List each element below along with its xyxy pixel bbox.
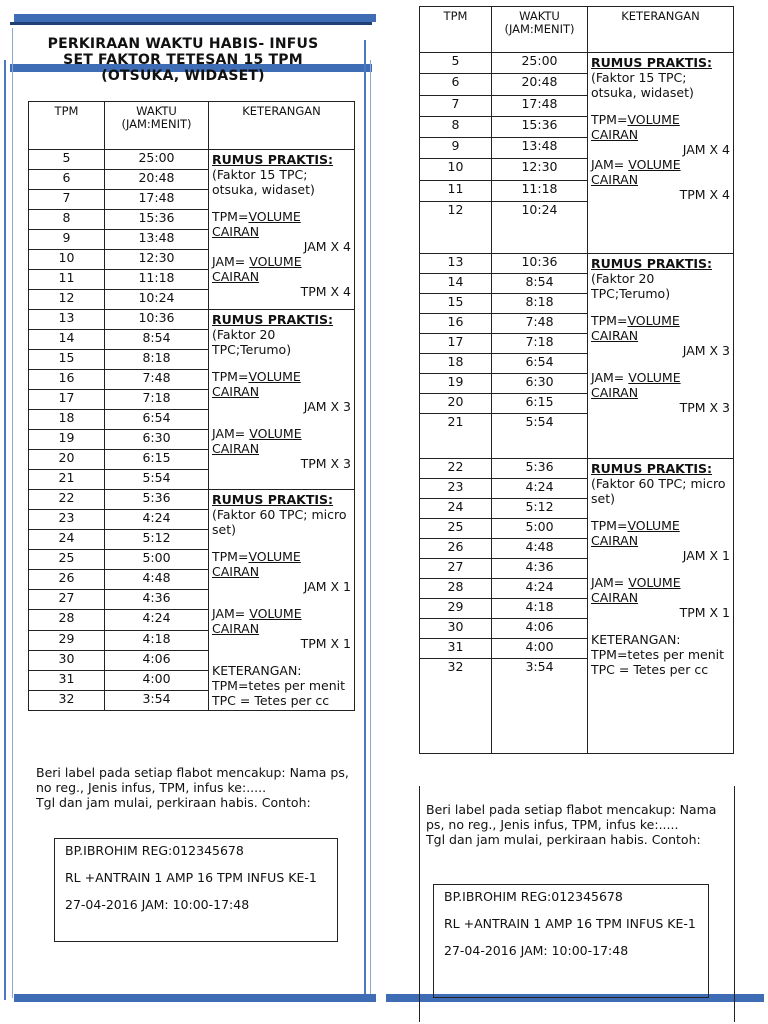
right-time: 8:54 xyxy=(492,274,588,294)
right-tpm: 5 xyxy=(420,53,492,74)
right-header-waktu: WAKTU (JAM:MENIT) xyxy=(492,7,588,53)
right-group-2 xyxy=(420,254,734,459)
left-tpm: 16 xyxy=(29,370,105,390)
left-tpm: 31 xyxy=(29,670,105,690)
frame-vline-left-outer xyxy=(4,60,6,1000)
right-tpm: 22 xyxy=(420,459,492,479)
left-example-label-box xyxy=(54,838,338,942)
note-factor: (Faktor 60 TPC; micro set) xyxy=(212,507,347,537)
footer-example-intro: Tgl dan jam mulai, perkiraan habis. Contoh: xyxy=(426,832,701,847)
right-tpm: 11 xyxy=(420,180,492,201)
left-time: 7:18 xyxy=(105,390,209,410)
left-note-group1 xyxy=(209,150,355,310)
right-tpm: 20 xyxy=(420,394,492,414)
right-time: 8:18 xyxy=(492,294,588,314)
left-time: 5:54 xyxy=(105,470,209,490)
note-jam-label: JAM= xyxy=(212,606,250,621)
right-time: 10:24 xyxy=(492,201,588,253)
right-time: 6:54 xyxy=(492,354,588,374)
left-tpm: 29 xyxy=(29,630,105,650)
note-volume: VOLUME CAIRAN xyxy=(212,254,302,284)
note-jam-mult: TPM X 1 xyxy=(679,605,730,620)
right-time: 6:15 xyxy=(492,394,588,414)
right-tpm: 15 xyxy=(420,294,492,314)
right-time: 25:00 xyxy=(492,53,588,74)
example-line1: BP.IBROHIM REG:012345678 xyxy=(444,889,623,904)
right-table xyxy=(419,6,734,754)
right-time: 3:54 xyxy=(492,659,588,754)
right-tpm: 27 xyxy=(420,559,492,579)
note-heading: RUMUS PRAKTIS: xyxy=(212,492,334,507)
note-tpm-label: TPM= xyxy=(591,518,628,533)
right-tpm: 24 xyxy=(420,499,492,519)
left-time: 8:18 xyxy=(105,350,209,370)
right-time: 4:18 xyxy=(492,599,588,619)
footer-label-instruction: Beri label pada setiap flabot mencakup: Nama ps, no reg., Jenis infus, TPM, infus ke:..... xyxy=(36,765,349,795)
left-tpm: 20 xyxy=(29,450,105,470)
left-time: 11:18 xyxy=(105,270,209,290)
left-time: 10:24 xyxy=(105,290,209,310)
left-group-3 xyxy=(29,490,355,711)
left-time: 8:54 xyxy=(105,330,209,350)
left-time: 25:00 xyxy=(105,150,209,170)
right-tpm: 9 xyxy=(420,138,492,159)
note-heading: RUMUS PRAKTIS: xyxy=(591,256,713,271)
right-tpm: 31 xyxy=(420,639,492,659)
left-tpm: 23 xyxy=(29,510,105,530)
note-volume: VOLUME CAIRAN xyxy=(591,112,680,142)
right-time: 20:48 xyxy=(492,74,588,95)
note-factor: (Faktor 60 TPC; micro set) xyxy=(591,476,726,506)
right-tpm: 25 xyxy=(420,519,492,539)
left-title-line2: SET FAKTOR TETESAN 15 TPM xyxy=(63,52,303,68)
right-tpm: 7 xyxy=(420,95,492,116)
note-factor: (Faktor 15 TPC; otsuka, widaset) xyxy=(212,167,315,197)
note-tpm-mult: JAM X 4 xyxy=(682,142,730,157)
right-time: 12:30 xyxy=(492,159,588,180)
note-tpm-mult: JAM X 3 xyxy=(682,343,730,358)
left-time: 5:36 xyxy=(105,490,209,510)
right-note-group2 xyxy=(588,254,734,459)
left-title-line3: (OTSUKA, WIDASET) xyxy=(101,68,265,84)
note-factor: (Faktor 20 TPC;Terumo) xyxy=(212,327,292,357)
footer-example-intro: Tgl dan jam mulai, perkiraan habis. Contoh: xyxy=(36,795,311,810)
left-tpm: 24 xyxy=(29,530,105,550)
left-group-2 xyxy=(29,310,355,490)
example-line2: RL +ANTRAIN 1 AMP 16 TPM INFUS KE-1 xyxy=(444,916,696,931)
right-time: 7:18 xyxy=(492,334,588,354)
right-tpm: 21 xyxy=(420,414,492,459)
right-footer xyxy=(426,802,726,847)
right-tpm: 16 xyxy=(420,314,492,334)
left-time: 4:48 xyxy=(105,570,209,590)
left-time: 6:30 xyxy=(105,430,209,450)
frame-vline-mid-b xyxy=(370,60,371,1000)
left-tpm: 19 xyxy=(29,430,105,450)
ket-heading: KETERANGAN: xyxy=(212,663,302,678)
note-jam-mult: TPM X 3 xyxy=(679,400,730,415)
note-volume: VOLUME CAIRAN xyxy=(591,575,681,605)
note-volume: VOLUME CAIRAN xyxy=(212,549,301,579)
right-header-tpm: TPM xyxy=(420,7,492,53)
note-volume: VOLUME CAIRAN xyxy=(212,426,302,456)
right-tpm: 10 xyxy=(420,159,492,180)
ket-tpm: TPM=tetes per menit xyxy=(212,678,346,693)
left-time: 4:24 xyxy=(105,610,209,630)
right-tpm: 32 xyxy=(420,659,492,754)
left-time: 17:48 xyxy=(105,190,209,210)
right-tpm: 28 xyxy=(420,579,492,599)
left-time: 4:24 xyxy=(105,510,209,530)
right-time: 4:48 xyxy=(492,539,588,559)
right-tpm: 29 xyxy=(420,599,492,619)
note-jam-label: JAM= xyxy=(212,254,250,269)
left-tpm: 8 xyxy=(29,210,105,230)
note-jam-mult: TPM X 4 xyxy=(679,187,730,202)
right-tpm: 17 xyxy=(420,334,492,354)
note-volume: VOLUME CAIRAN xyxy=(591,370,681,400)
note-tpm-label: TPM= xyxy=(212,369,249,384)
left-time: 15:36 xyxy=(105,210,209,230)
right-tpm: 26 xyxy=(420,539,492,559)
note-volume: VOLUME CAIRAN xyxy=(212,369,301,399)
note-tpm-mult: JAM X 1 xyxy=(682,548,730,563)
left-tpm: 13 xyxy=(29,310,105,330)
note-volume: VOLUME CAIRAN xyxy=(591,518,680,548)
note-tpm-label: TPM= xyxy=(212,549,249,564)
left-time: 5:00 xyxy=(105,550,209,570)
right-time: 7:48 xyxy=(492,314,588,334)
left-tpm: 30 xyxy=(29,650,105,670)
right-tpm: 14 xyxy=(420,274,492,294)
left-tpm: 27 xyxy=(29,590,105,610)
note-heading: RUMUS PRAKTIS: xyxy=(212,312,334,327)
right-tpm: 19 xyxy=(420,374,492,394)
right-time: 4:24 xyxy=(492,579,588,599)
left-tpm: 10 xyxy=(29,250,105,270)
left-time: 3:54 xyxy=(105,690,209,710)
left-tpm: 9 xyxy=(29,230,105,250)
right-tpm: 6 xyxy=(420,74,492,95)
left-time: 6:15 xyxy=(105,450,209,470)
right-tpm: 23 xyxy=(420,479,492,499)
left-tpm: 17 xyxy=(29,390,105,410)
left-tpm: 22 xyxy=(29,490,105,510)
left-tpm: 5 xyxy=(29,150,105,170)
note-tpm-mult: JAM X 4 xyxy=(303,239,351,254)
right-tpm: 18 xyxy=(420,354,492,374)
frame-vline-mid-a xyxy=(364,40,366,1000)
left-time: 12:30 xyxy=(105,250,209,270)
note-factor: (Faktor 20 TPC;Terumo) xyxy=(591,271,671,301)
right-example-label-box xyxy=(433,884,709,998)
right-note-group3 xyxy=(588,459,734,754)
frame-bar-top-left-shadow xyxy=(10,22,372,25)
note-jam-mult: TPM X 3 xyxy=(300,456,351,471)
left-tpm: 26 xyxy=(29,570,105,590)
right-group-3 xyxy=(420,459,734,754)
note-tpm-label: TPM= xyxy=(212,209,249,224)
left-header-tpm: TPM xyxy=(29,102,105,150)
note-heading: RUMUS PRAKTIS: xyxy=(212,152,334,167)
left-tpm: 32 xyxy=(29,690,105,710)
ket-tpm: TPM=tetes per menit xyxy=(591,647,725,662)
left-group-1 xyxy=(29,150,355,310)
left-time: 7:48 xyxy=(105,370,209,390)
left-tpm: 28 xyxy=(29,610,105,630)
left-note-group2 xyxy=(209,310,355,490)
left-time: 13:48 xyxy=(105,230,209,250)
note-jam-label: JAM= xyxy=(591,575,629,590)
right-time: 15:36 xyxy=(492,116,588,137)
right-time: 5:12 xyxy=(492,499,588,519)
note-heading: RUMUS PRAKTIS: xyxy=(591,55,713,70)
right-tpm: 12 xyxy=(420,201,492,253)
right-time: 4:36 xyxy=(492,559,588,579)
left-time: 4:06 xyxy=(105,650,209,670)
right-time: 5:00 xyxy=(492,519,588,539)
left-time: 4:00 xyxy=(105,670,209,690)
example-line2: RL +ANTRAIN 1 AMP 16 TPM INFUS KE-1 xyxy=(65,870,317,885)
left-note-group3 xyxy=(209,490,355,711)
left-tpm: 18 xyxy=(29,410,105,430)
right-time: 4:00 xyxy=(492,639,588,659)
left-card-title xyxy=(28,36,338,86)
left-title-line1: PERKIRAAN WAKTU HABIS- INFUS xyxy=(47,36,319,52)
right-tpm: 30 xyxy=(420,619,492,639)
left-time: 20:48 xyxy=(105,170,209,190)
footer-label-instruction: Beri label pada setiap flabot mencakup: Nama ps, no reg., Jenis infus, TPM, infus ke:..... xyxy=(426,802,717,832)
left-table xyxy=(28,101,355,711)
right-tpm: 13 xyxy=(420,254,492,274)
left-footer xyxy=(36,765,354,810)
example-line3: 27-04-2016 JAM: 10:00-17:48 xyxy=(65,897,250,912)
note-jam-mult: TPM X 4 xyxy=(300,284,351,299)
note-tpm-mult: JAM X 3 xyxy=(303,399,351,414)
left-tpm: 14 xyxy=(29,330,105,350)
note-volume: VOLUME CAIRAN xyxy=(212,209,301,239)
right-time: 5:54 xyxy=(492,414,588,459)
left-header-waktu: WAKTU (JAM:MENIT) xyxy=(105,102,209,150)
note-heading: RUMUS PRAKTIS: xyxy=(591,461,713,476)
left-tpm: 21 xyxy=(29,470,105,490)
note-jam-mult: TPM X 1 xyxy=(300,636,351,651)
note-factor: (Faktor 15 TPC; otsuka, widaset) xyxy=(591,70,694,100)
right-header-keterangan: KETERANGAN xyxy=(588,7,734,53)
note-jam-label: JAM= xyxy=(591,370,629,385)
note-jam-label: JAM= xyxy=(591,157,629,172)
right-time: 6:30 xyxy=(492,374,588,394)
note-jam-label: JAM= xyxy=(212,426,250,441)
ket-tpc: TPC = Tetes per cc xyxy=(212,693,330,708)
example-line1: BP.IBROHIM REG:012345678 xyxy=(65,843,244,858)
left-time: 6:54 xyxy=(105,410,209,430)
left-tpm: 25 xyxy=(29,550,105,570)
right-note-group1 xyxy=(588,53,734,254)
right-group-1 xyxy=(420,53,734,254)
right-time: 11:18 xyxy=(492,180,588,201)
frame-bar-bottom-left xyxy=(14,994,376,1002)
right-tpm: 8 xyxy=(420,116,492,137)
frame-vline-left-inner xyxy=(12,28,13,998)
left-header-keterangan: KETERANGAN xyxy=(209,102,355,150)
left-tpm: 12 xyxy=(29,290,105,310)
note-tpm-mult: JAM X 1 xyxy=(303,579,351,594)
note-volume: VOLUME CAIRAN xyxy=(212,606,302,636)
left-tpm: 15 xyxy=(29,350,105,370)
note-tpm-label: TPM= xyxy=(591,313,628,328)
left-tpm: 7 xyxy=(29,190,105,210)
left-time: 10:36 xyxy=(105,310,209,330)
left-time: 4:36 xyxy=(105,590,209,610)
right-time: 4:24 xyxy=(492,479,588,499)
note-volume: VOLUME CAIRAN xyxy=(591,157,681,187)
left-time: 5:12 xyxy=(105,530,209,550)
right-time: 10:36 xyxy=(492,254,588,274)
right-time: 5:36 xyxy=(492,459,588,479)
right-time: 17:48 xyxy=(492,95,588,116)
left-time: 4:18 xyxy=(105,630,209,650)
right-time: 4:06 xyxy=(492,619,588,639)
left-tpm: 6 xyxy=(29,170,105,190)
left-tpm: 11 xyxy=(29,270,105,290)
ket-heading: KETERANGAN: xyxy=(591,632,681,647)
note-tpm-label: TPM= xyxy=(591,112,628,127)
right-time: 13:48 xyxy=(492,138,588,159)
example-line3: 27-04-2016 JAM: 10:00-17:48 xyxy=(444,943,629,958)
ket-tpc: TPC = Tetes per cc xyxy=(591,662,709,677)
frame-bar-top-left xyxy=(14,14,376,22)
note-volume: VOLUME CAIRAN xyxy=(591,313,680,343)
